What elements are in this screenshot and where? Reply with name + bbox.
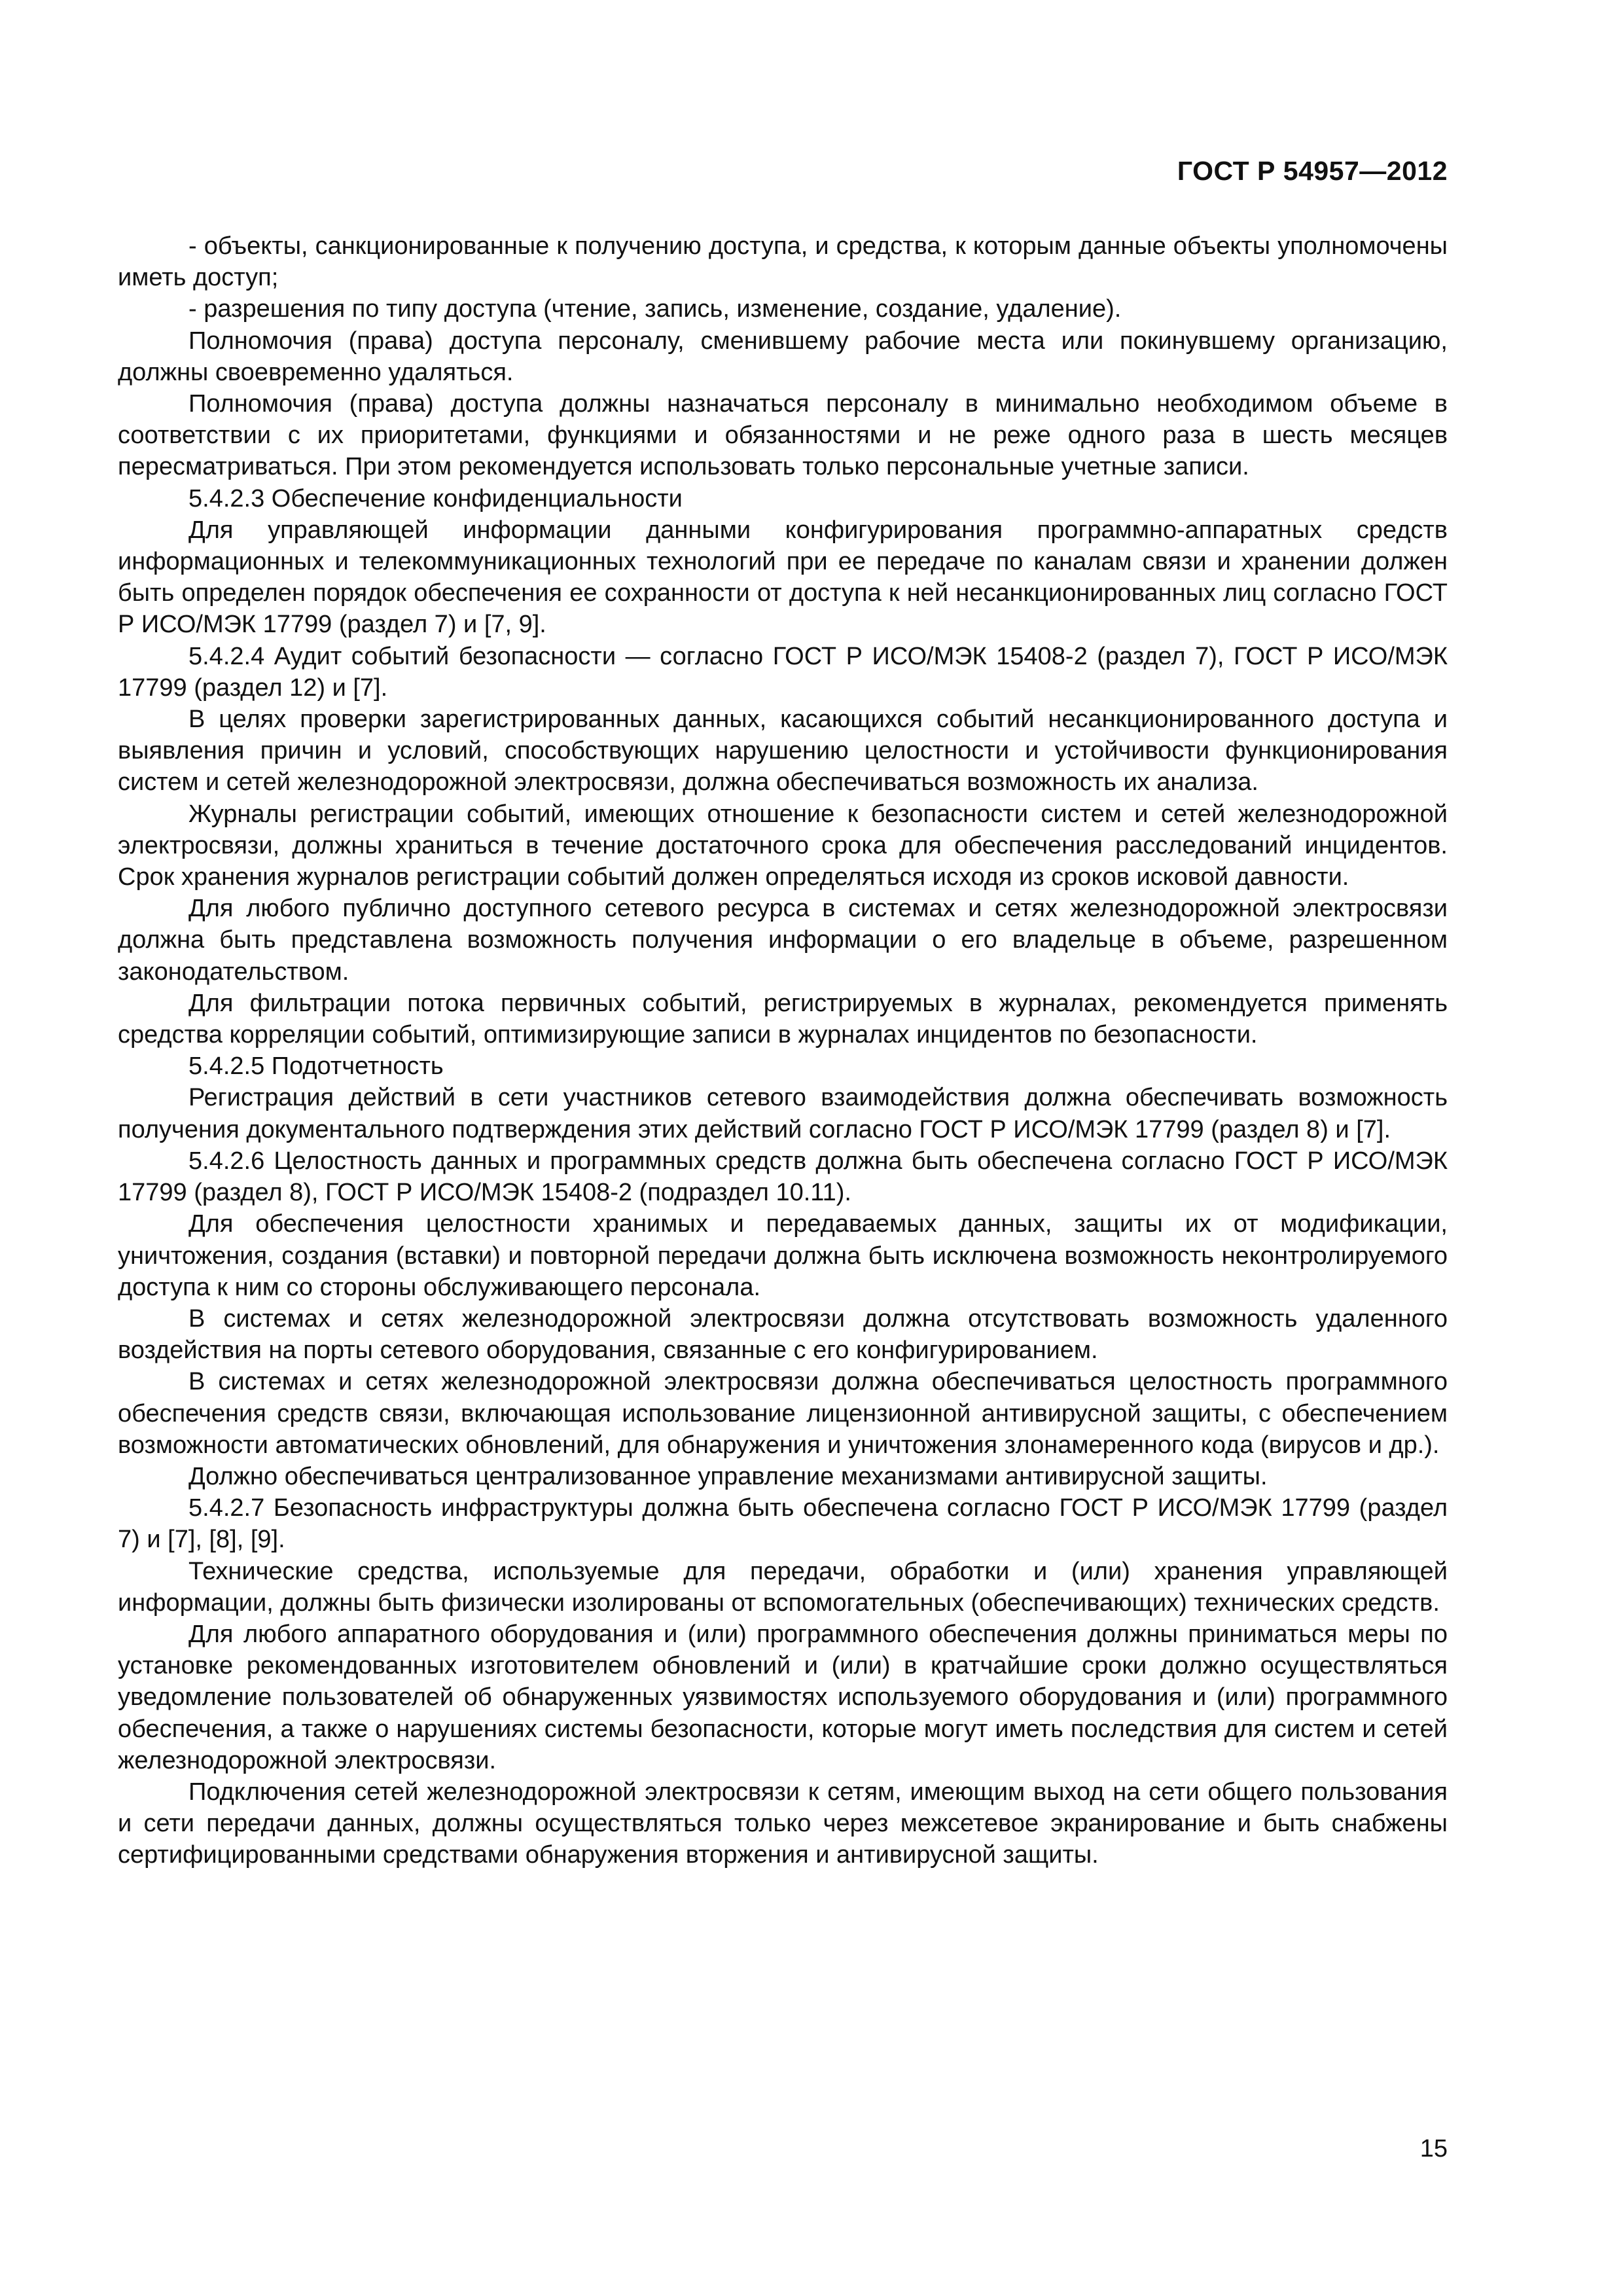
section-heading-5-4-2-3: 5.4.2.3 Обеспечение конфиденциальности	[188, 484, 683, 512]
section-heading-5-4-2-5: 5.4.2.5 Подотчетность	[188, 1052, 444, 1081]
paragraph: Для фильтрации потока первичных событий, регистрируемых в журналах, рекомендуется применять средства корреляции событий, оптимизирующие записи в журналах инцидентов по безопасности.	[118, 989, 1448, 1049]
standard-header: ГОСТ Р 54957—2012	[1177, 156, 1448, 186]
paragraph: - объекты, санкционированные к получению доступа, и средства, к которым данные объекты уполномочены иметь доступ;	[118, 232, 1448, 292]
paragraph: Журналы регистрации событий, имеющих отношение к безопасности систем и сетей железнодорожной электросвязи, должны храниться в течение достаточного срока для обеспечения расследований инцидентов. Срок хранения журналов регистрации событий должен определяться исходя из сроков исковой давности.	[118, 800, 1448, 891]
paragraph: Для обеспечения целостности хранимых и передаваемых данных, защиты их от модификации, уничтожения, создания (вставки) и повторной передачи должна быть исключена возможность неконтролируемого доступа к ним со стороны обслуживающего персонала.	[118, 1210, 1448, 1301]
document-body	[118, 230, 1448, 1871]
paragraph: Технические средства, используемые для передачи, обработки и (или) хранения управляющей информации, должны быть физически изолированы от вспомогательных (обеспечивающих) технических средств.	[118, 1557, 1448, 1617]
paragraph: Регистрация действий в сети участников сетевого взаимодействия должна обеспечивать возможность получения документального подтверждения этих действий согласно ГОСТ Р ИСО/МЭК 17799 (раздел 8) и [7].	[118, 1084, 1448, 1143]
section-heading-5-4-2-6: 5.4.2.6 Целостность данных и программных средств должна быть обеспечена согласно ГОСТ Р ИСО/МЭК 17799 (раздел 8), ГОСТ Р ИСО/МЭК 15408-2 (подраздел 10.11).	[118, 1147, 1448, 1207]
paragraph: - разрешения по типу доступа (чтение, запись, изменение, создание, удаление).	[188, 295, 1122, 323]
paragraph: Подключения сетей железнодорожной электросвязи к сетям, имеющим выход на сети общего пользования и сети передачи данных, должны осуществляться только через межсетевое экранирование и быть снабжены сертифицированными средствами обнаружения вторжения и антивирусной защиты.	[118, 1778, 1448, 1869]
paragraph: В системах и сетях железнодорожной электросвязи должна обеспечиваться целостность программного обеспечения средств связи, включающая использование лицензионной антивирусной защиты, с обеспечением возможности автоматических обновлений, для обнаружения и уничтожения злонамеренного кода (вирусов и др.).	[118, 1368, 1448, 1459]
section-heading-5-4-2-4: 5.4.2.4 Аудит событий безопасности — согласно ГОСТ Р ИСО/МЭК 15408-2 (раздел 7), ГОСТ Р ИСО/МЭК 17799 (раздел 12) и [7].	[118, 642, 1448, 702]
section-heading-5-4-2-7: 5.4.2.7 Безопасность инфраструктуры должна быть обеспечена согласно ГОСТ Р ИСО/МЭК 17799 (раздел 7) и [7], [8], [9].	[118, 1494, 1448, 1554]
paragraph: Полномочия (права) доступа персоналу, сменившему рабочие места или покинувшему организацию, должны своевременно удаляться.	[118, 327, 1448, 386]
paragraph: Для любого публично доступного сетевого ресурса в системах и сетях железнодорожной электросвязи должна быть представлена возможность получения информации о его владельце в объеме, разрешенном законодательством.	[118, 895, 1448, 986]
paragraph: Для любого аппаратного оборудования и (или) программного обеспечения должны приниматься меры по установке рекомендованных изготовителем обновлений и (или) в кратчайшие сроки должно осуществляться уведомление пользователей об обнаруженных уязвимостях используемого оборудования и (или) программного обеспечения, а также о нарушениях системы безопасности, которые могут иметь последствия для систем и сетей железнодорожной электросвязи.	[118, 1620, 1448, 1774]
paragraph: В целях проверки зарегистрированных данных, касающихся событий несанкционированного доступа и выявления причин и условий, способствующих нарушению целостности и устойчивости функционирования систем и сетей железнодорожной электросвязи, должна обеспечиваться возможность их анализа.	[118, 706, 1448, 797]
paragraph: В системах и сетях железнодорожной электросвязи должна отсутствовать возможность удаленного воздействия на порты сетевого оборудования, связанные с его конфигурированием.	[118, 1304, 1448, 1365]
paragraph: Полномочия (права) доступа должны назначаться персоналу в минимально необходимом объеме в соответствии с их приоритетами, функциями и обязанностями и не реже одного раза в шесть месяцев пересматриваться. При этом рекомендуется использовать только персональные учетные записи.	[118, 390, 1448, 481]
paragraph: Должно обеспечиваться централизованное управление механизмами антивирусной защиты.	[188, 1462, 1268, 1490]
paragraph: Для управляющей информации данными конфигурирования программно-аппаратных средств информационных и телекоммуникационных технологий при ее передаче по каналам связи и хранении должен быть определен порядок обеспечения ее сохранности от доступа к ней несанкционированных лиц согласно ГОСТ Р ИСО/МЭК 17799 (раздел 7) и [7, 9].	[118, 516, 1448, 639]
page-number: 15	[1419, 2135, 1448, 2162]
